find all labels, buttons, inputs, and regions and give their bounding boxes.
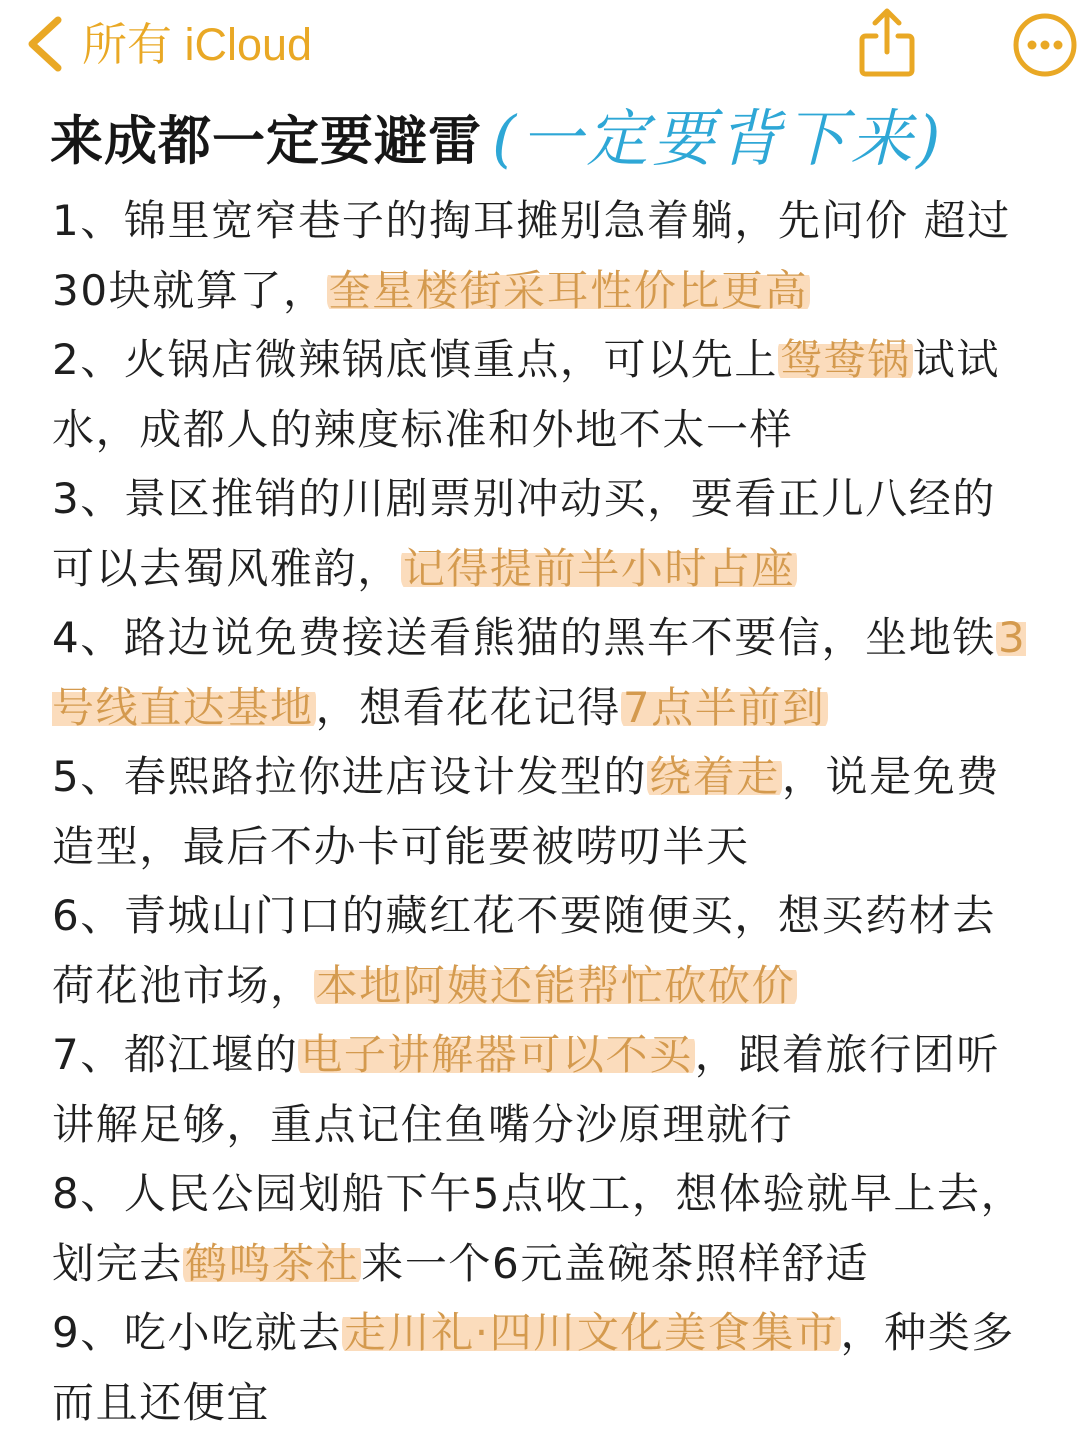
note-text: 8、人民公园划船下午5点收工，想体验就早上去，划完去 <box>52 1169 1025 1288</box>
highlighted-text: 鹤鸣茶社 <box>184 1238 360 1288</box>
note-text: 5、春熙路拉你进店设计发型的 <box>52 752 648 801</box>
note-item-6 <box>52 881 1032 1020</box>
share-button[interactable] <box>852 6 922 78</box>
note-text: 4、路边说免费接送看熊猫的黑车不要信，坐地铁 <box>52 613 996 662</box>
note-text: 1、锦里宽窄巷子的掏耳摊别急着躺，先问价 超过30块就算了， <box>52 196 1011 315</box>
note-item-8 <box>52 1159 1032 1298</box>
highlighted-text: 鸳鸯锅 <box>779 335 911 384</box>
share-icon <box>852 6 922 78</box>
navigation-bar <box>0 0 1080 90</box>
title-main: 来成都一定要避雷 <box>50 111 482 172</box>
title-handwritten-note: (一定要背下来) <box>492 101 945 175</box>
note-text: ，想看花花记得 <box>315 682 621 732</box>
highlighted-text: 奎星楼街采耳性价比更高 <box>328 265 809 315</box>
note-text: ，说是免费造型，最后不办卡可能要被唠叨半天 <box>52 752 1000 871</box>
note-text: 3、景区推销的川剧票别冲动买，要看正儿八经的可以去蜀风雅韵， <box>52 474 996 593</box>
highlighted-text: 走川礼·四川文化美食集市 <box>343 1308 839 1357</box>
note-item-5 <box>52 742 1032 881</box>
note-text: 6、青城山门口的藏红花不要随便买，想买药材去荷花池市场， <box>52 891 996 1010</box>
highlighted-text: 电子讲解器可以不买 <box>300 1030 693 1079</box>
note-text: ，跟着旅行团听讲解足够，重点记住鱼嘴分沙原理就行 <box>52 1030 1000 1149</box>
note-item-7 <box>52 1020 1032 1159</box>
highlighted-text: 记得提前半小时占座 <box>402 543 796 593</box>
note-item-4 <box>52 603 1032 742</box>
note-item-1 <box>52 186 1032 325</box>
highlighted-text: 本地阿姨还能帮忙砍砍价 <box>315 960 796 1010</box>
note-text: 试试水，成都人的辣度标准和外地不太一样 <box>52 335 1000 454</box>
more-icon <box>1012 12 1078 78</box>
note-title <box>50 92 944 182</box>
note-item-9 <box>52 1298 1032 1437</box>
note-item-3 <box>52 464 1032 603</box>
note-text: 来一个6元盖碗茶照样舒适 <box>361 1238 870 1288</box>
highlighted-text: 3号线直达基地 <box>52 613 1027 732</box>
more-button[interactable] <box>1012 12 1078 78</box>
back-button[interactable] <box>22 14 312 74</box>
chevron-left-icon <box>22 14 66 74</box>
note-body[interactable] <box>52 186 1032 1437</box>
highlighted-text: 绕着走 <box>649 752 780 801</box>
back-label: 所有 iCloud <box>82 18 313 70</box>
note-text: ，种类多而且还便宜 <box>52 1308 1015 1427</box>
note-item-2 <box>52 325 1032 464</box>
note-text: 9、吃小吃就去 <box>52 1308 342 1357</box>
highlighted-text: 7点半前到 <box>622 682 826 732</box>
note-text: 7、都江堰的 <box>52 1030 299 1079</box>
note-text: 2、火锅店微辣锅底慎重点，可以先上 <box>52 335 778 384</box>
